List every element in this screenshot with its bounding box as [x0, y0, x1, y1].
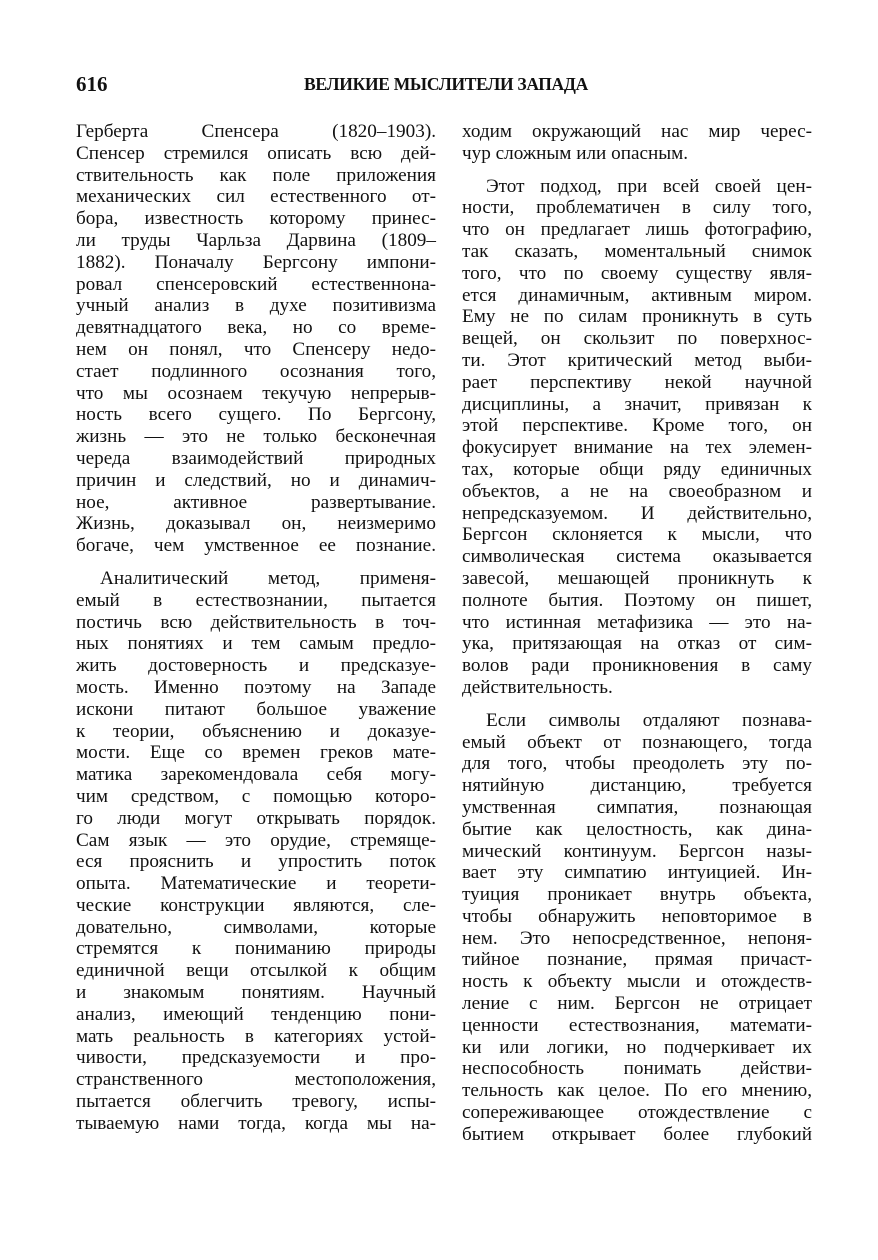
text-line: что он предлагает лишь фотографию, — [462, 219, 812, 241]
text-line: рает перспективу некой научной — [462, 371, 812, 393]
text-line: стает подлинного осознания того, — [76, 360, 436, 382]
text-line: ценности естествознания, математи- — [462, 1014, 812, 1036]
text-line: вает эту симпатию интуицией. Ин- — [462, 862, 812, 884]
text-line: и знакомым понятиям. Научный — [76, 982, 436, 1004]
text-line: тийное познание, прямая причаст- — [462, 949, 812, 971]
text-line: вещей, он скользит по поверхнос- — [462, 328, 812, 350]
text-line: жить достоверность и предсказуе- — [76, 655, 436, 677]
text-line: ное, активное развертывание. — [76, 491, 436, 513]
text-line: бора, известность которому принес- — [76, 208, 436, 230]
text-line: ти. Этот критический метод выби- — [462, 349, 812, 371]
right-column — [462, 121, 812, 1146]
paragraph — [76, 568, 436, 1135]
text-line: Если символы отдаляют познава- — [486, 709, 812, 731]
text-line: чим средством, с помощью которо- — [76, 785, 436, 807]
paragraph-gap — [462, 699, 812, 710]
text-line: го люди могут открывать порядок. — [76, 807, 436, 829]
text-line: постичь всю действительность в точ- — [76, 611, 436, 633]
text-line: символическая система оказывается — [462, 546, 812, 568]
text-line: того, что по своему существу явля- — [462, 262, 812, 284]
text-line: что мы осознаем текучую непрерыв- — [76, 382, 436, 404]
text-line: бытие как целостность, как дина- — [462, 818, 812, 840]
paragraph — [462, 176, 812, 699]
text-line: нятийную дистанцию, требуется — [462, 775, 812, 797]
paragraph — [462, 121, 812, 165]
text-line: Герберта Спенсера (1820–1903). — [76, 121, 436, 142]
left-column — [76, 121, 436, 1135]
text-line: еся прояснить и упростить поток — [76, 851, 436, 873]
text-line: емый в естествознании, пытается — [76, 589, 436, 611]
text-line: Аналитический метод, применя- — [100, 567, 436, 589]
paragraph-gap — [462, 165, 812, 176]
text-line: так сказать, моментальный снимок — [462, 240, 812, 262]
text-line: емый объект от познающего, тогда — [462, 731, 812, 753]
text-line: мость. Именно поэтому на Западе — [76, 676, 436, 698]
text-line: Бергсон склоняется к мысли, что — [462, 524, 812, 546]
text-line: ется динамичным, активным миром. — [462, 284, 812, 306]
text-line: завесой, мешающей проникнуть к — [462, 567, 812, 589]
text-line: ровал спенсеровский естественнона- — [76, 273, 436, 295]
text-line: тываемую нами тогда, когда мы на- — [76, 1112, 436, 1134]
text-line: для того, чтобы преодолеть эту по- — [462, 753, 812, 775]
text-line: ука, притязающая на отказ от сим- — [462, 633, 812, 655]
text-line: полноте бытия. Поэтому он пишет, — [462, 589, 812, 611]
text-line: череда взаимодействий природных — [76, 447, 436, 469]
text-line: тах, которые общи ряду единичных — [462, 458, 812, 480]
text-line: дисциплины, а значит, привязан к — [462, 393, 812, 415]
text-line: что истинная метафизика — это на- — [462, 611, 812, 633]
text-line: чтобы обнаружить неповторимое в — [462, 905, 812, 927]
text-line: объектов, а не на своеобразном и — [462, 480, 812, 502]
paragraph — [462, 710, 812, 1146]
paragraph-gap — [76, 557, 436, 568]
text-line: пытается облегчить тревогу, испы- — [76, 1091, 436, 1113]
text-line: механических сил естественного от- — [76, 186, 436, 208]
text-line: неспособность понимать действи- — [462, 1058, 812, 1080]
text-line: искони питают большое уважение — [76, 698, 436, 720]
text-line: матика зарекомендовала себя могу- — [76, 764, 436, 786]
text-line: ление с ним. Бергсон не отрицает — [462, 993, 812, 1015]
page-header — [76, 72, 804, 98]
text-line: нем. Это непосредственное, непоня- — [462, 927, 812, 949]
text-line: фокусирует внимание на тех элемен- — [462, 437, 812, 459]
text-line: непредсказуемом. И действительно, — [462, 502, 812, 524]
text-line: странственного местоположения, — [76, 1069, 436, 1091]
text-line: действительность. — [462, 676, 613, 698]
text-line: чур сложным или опасным. — [462, 142, 689, 164]
text-line: анализ, имеющий тенденцию пони- — [76, 1003, 436, 1025]
text-line: жизнь — это не только бесконечная — [76, 426, 436, 448]
text-line: сопереживающее отождествление с — [462, 1102, 812, 1124]
text-line: единичной вещи отсылкой к общим — [76, 960, 436, 982]
text-line: богаче, чем умственное ее познание. — [76, 535, 436, 557]
text-line: этой перспективе. Кроме того, он — [462, 415, 812, 437]
text-line: ности, проблематичен в силу того, — [462, 197, 812, 219]
text-line: Сам язык — это орудие, стремяще- — [76, 829, 436, 851]
text-line: учный анализ в духе позитивизма — [76, 295, 436, 317]
text-line: туиция проникает внутрь объекта, — [462, 884, 812, 906]
text-line: волов ради проникновения в саму — [462, 655, 812, 677]
text-line: к теории, объяснению и доказуе- — [76, 720, 436, 742]
text-line: ходим окружающий нас мир черес- — [462, 121, 812, 142]
text-line: Спенсер стремился описать всю дей- — [76, 142, 436, 164]
text-line: причин и следствий, но и динамич- — [76, 469, 436, 491]
text-line: тельность как целое. По его мнению, — [462, 1080, 812, 1102]
text-line: мости. Еще со времен греков мате- — [76, 742, 436, 764]
page-number: 616 — [76, 72, 108, 96]
text-line: мать реальность в категориях устой- — [76, 1025, 436, 1047]
text-line: ность к объекту мысли и отождеств- — [462, 971, 812, 993]
text-line: Этот подход, при всей своей цен- — [486, 175, 812, 197]
text-line: девятнадцатого века, но со време- — [76, 317, 436, 339]
text-line: ность всего сущего. По Бергсону, — [76, 404, 436, 426]
text-line: умственная симпатия, познающая — [462, 796, 812, 818]
text-line: стремятся к пониманию природы — [76, 938, 436, 960]
text-line: бытием открывает более глубокий — [462, 1123, 812, 1145]
text-line: 1882). Поначалу Бергсону импони- — [76, 251, 436, 273]
text-line: мический континуум. Бергсон назы- — [462, 840, 812, 862]
text-line: нем он понял, что Спенсеру недо- — [76, 338, 436, 360]
text-line: опыта. Математические и теорети- — [76, 873, 436, 895]
paragraph — [76, 121, 436, 557]
text-line: Жизнь, доказывал он, неизмеримо — [76, 513, 436, 535]
text-line: довательно, символами, которые — [76, 916, 436, 938]
text-line: чивости, предсказуемости и про- — [76, 1047, 436, 1069]
text-line: ствительность как поле приложения — [76, 164, 436, 186]
text-line: ных понятиях и тем самым предло- — [76, 633, 436, 655]
text-line: ли труды Чарльза Дарвина (1809– — [76, 229, 436, 251]
text-line: ки или логики, но подчеркивает их — [462, 1036, 812, 1058]
text-line: Ему не по силам проникнуть в суть — [462, 306, 812, 328]
text-line: ческие конструкции являются, сле- — [76, 894, 436, 916]
running-title: ВЕЛИКИЕ МЫСЛИТЕЛИ ЗАПАДА — [304, 74, 588, 94]
